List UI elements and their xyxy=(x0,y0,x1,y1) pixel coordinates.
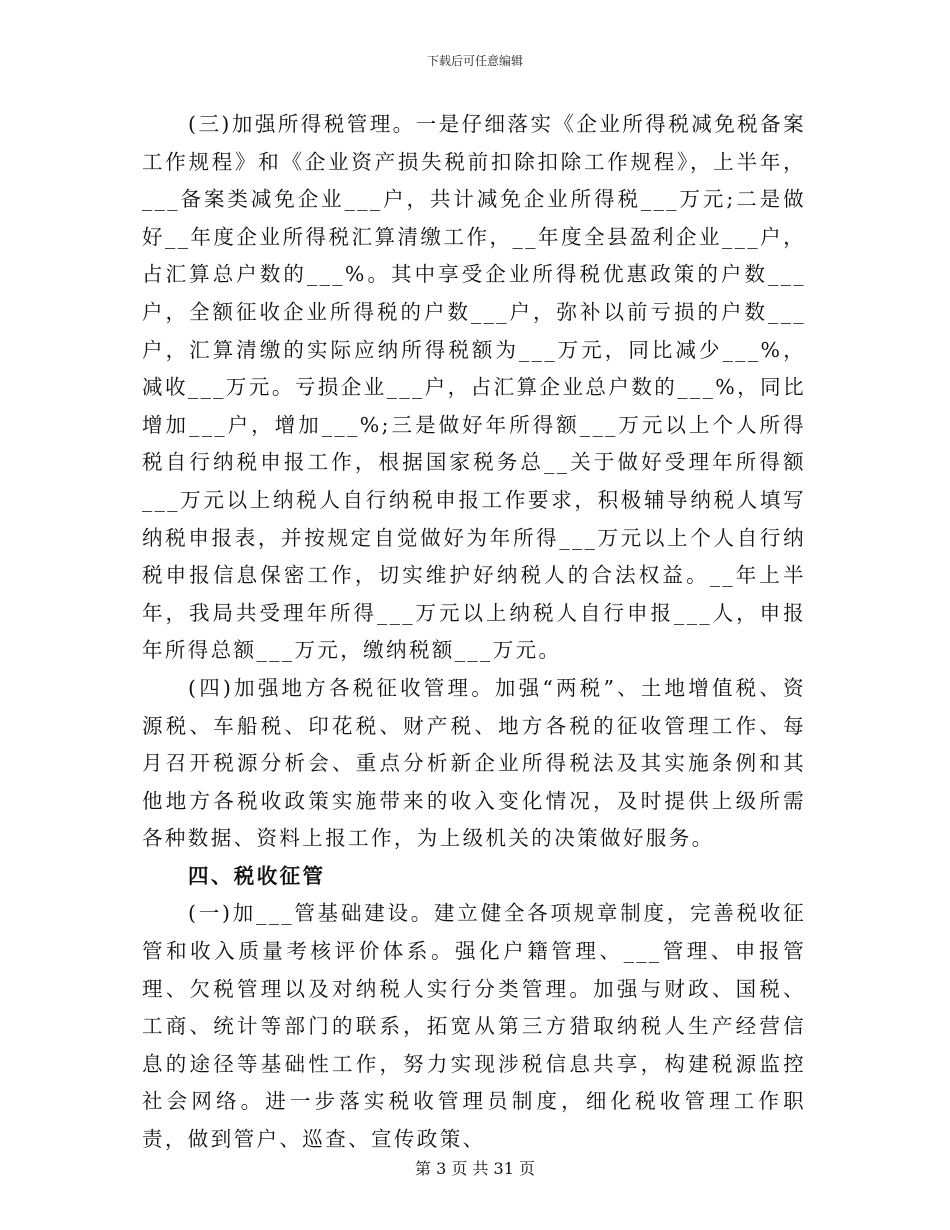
page-number: 第 3 页 共 31 页 xyxy=(415,1159,535,1178)
paragraph-local-taxes: (四)加强地方各税征收管理。加强“两税”、土地增值税、资源税、车船税、印花税、财产税、地方各税的征收管理工作、每月召开税源分析会、重点分析新企业所得税法及其实施条例和其他地方各税收政策实施带来的收入变化情况，及时提供上级所需各种数据、资料上报工作，为上级机关的决策做好服务。 xyxy=(142,675,806,851)
document-body xyxy=(142,106,806,1159)
paragraph-income-tax: (三)加强所得税管理。一是仔细落实《企业所得税减免税备案工作规程》和《企业资产损失税前扣除扣除工作规程》，上半年，___备案类减免企业___户，共计减免企业所得税___万元;二是做好__年度企业所得税汇算清缴工作，__年度全县盈利企业___户，占汇算总户数的___%。其中享受企业所得税优惠政策的户数___户，全额征收企业所得税的户数___户，弥补以前亏损的户数___户，汇算清缴的实际应纳所得税额为___万元，同比减少___%，减收___万元。亏损企业___户，占汇算企业总户数的___%，同比增加___户，增加___%;三是做好年所得额___万元以上个人所得税自行纳税申报工作，根据国家税务总__关于做好受理年所得额___万元以上纳税人自行纳税申报工作要求，积极辅导纳税人填写纳税申报表，并按规定自觉做好为年所得___万元以上个人自行纳税申报信息保密工作，切实维护好纳税人的合法权益。__年上半年，我局共受理年所得___万元以上纳税人自行申报___人，申报年所得总额___万元，缴纳税额___万元。 xyxy=(142,112,806,663)
paragraph-collection-management: (一)加___管基础建设。建立健全各项规章制度，完善税收征管和收入质量考核评价体系。强化户籍管理、___管理、申报管理、欠税管理以及对纳税人实行分类管理。加强与财政、国税、工商、统计等部门的联系，拓宽从第三方猎取纳税人生产经营信息的途径等基础性工作，努力实现涉税信息共享，构建税源监控社会网络。进一步落实税收管理员制度，细化税收管理工作职责，做到管户、巡查、宣传政策、 xyxy=(142,901,806,1152)
section-heading: 四、税收征管 xyxy=(188,863,326,888)
page-header: 下载后可任意编辑 xyxy=(426,54,523,68)
